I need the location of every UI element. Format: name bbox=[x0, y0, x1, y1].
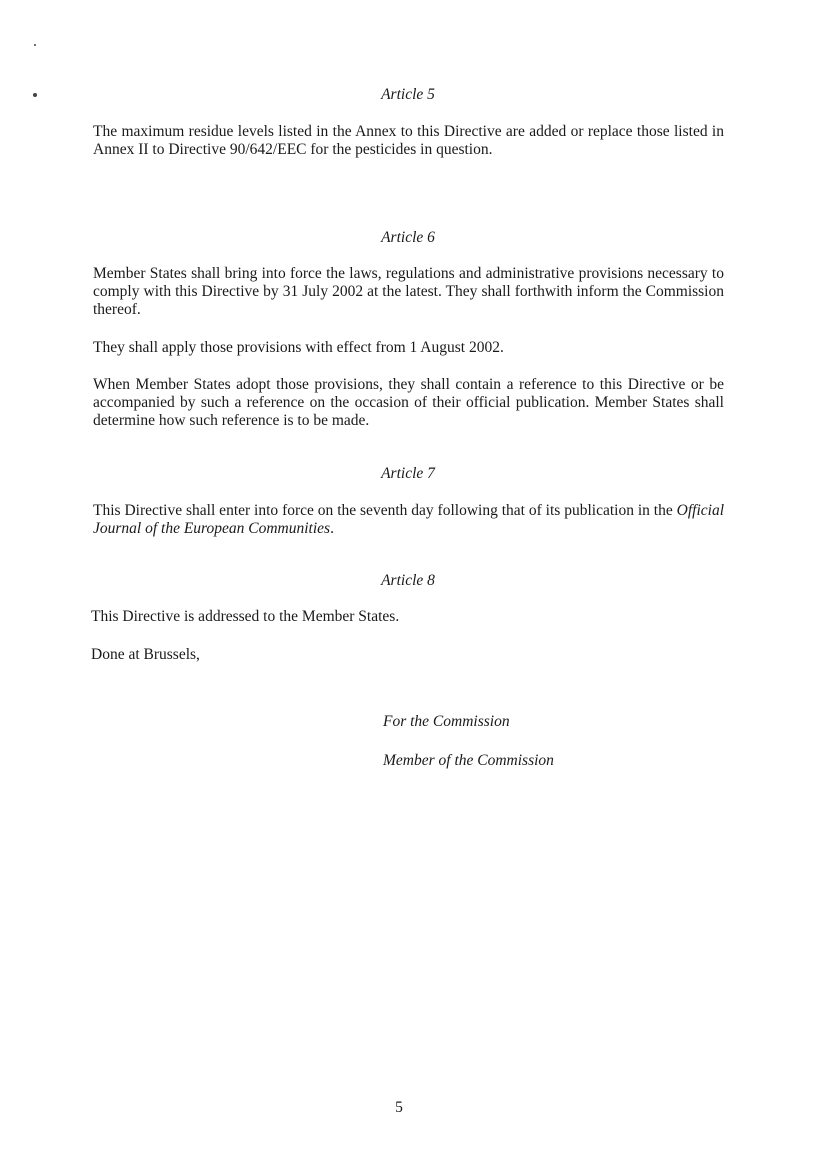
article-6-paragraph-2: They shall apply those provisions with effect from 1 August 2002. bbox=[93, 339, 504, 356]
done-at-line: Done at Brussels, bbox=[91, 646, 200, 663]
for-the-commission: For the Commission bbox=[383, 713, 510, 730]
article-6-heading: Article 6 bbox=[381, 229, 435, 246]
article-5-paragraph-1: The maximum residue levels listed in the Annex to this Directive are added or replace those listed in Annex II to Directive 90/642/EEC for the pesticides in question. bbox=[93, 123, 724, 158]
page-number: 5 bbox=[395, 1099, 403, 1116]
article-8-paragraph-1: This Directive is addressed to the Member States. bbox=[91, 608, 400, 625]
article-7-paragraph-1 bbox=[93, 502, 724, 538]
article-6-paragraph-1: Member States shall bring into force the laws, regulations and administrative provisions necessary to comply with this Directive by 31 July 2002 at the latest. They shall forthwith inform the Commission thereof. bbox=[93, 265, 724, 318]
member-of-the-commission: Member of the Commission bbox=[383, 752, 554, 769]
article-8-heading: Article 8 bbox=[381, 572, 435, 589]
article-7-period: . bbox=[330, 520, 334, 537]
article-5-heading: Article 5 bbox=[381, 86, 435, 103]
article-7-heading: Article 7 bbox=[381, 465, 435, 482]
article-6-paragraph-3: When Member States adopt those provisions, they shall contain a reference to this Directive or be accompanied by such a reference on the occasion of their official publication. Member States shall determine how such reference is to be made. bbox=[93, 376, 724, 429]
official-journal-title: Official Journal of the European Communities bbox=[93, 502, 724, 537]
scan-speck bbox=[34, 44, 36, 46]
article-7-text: This Directive shall enter into force on the seventh day following that of its publication in the bbox=[93, 502, 673, 519]
